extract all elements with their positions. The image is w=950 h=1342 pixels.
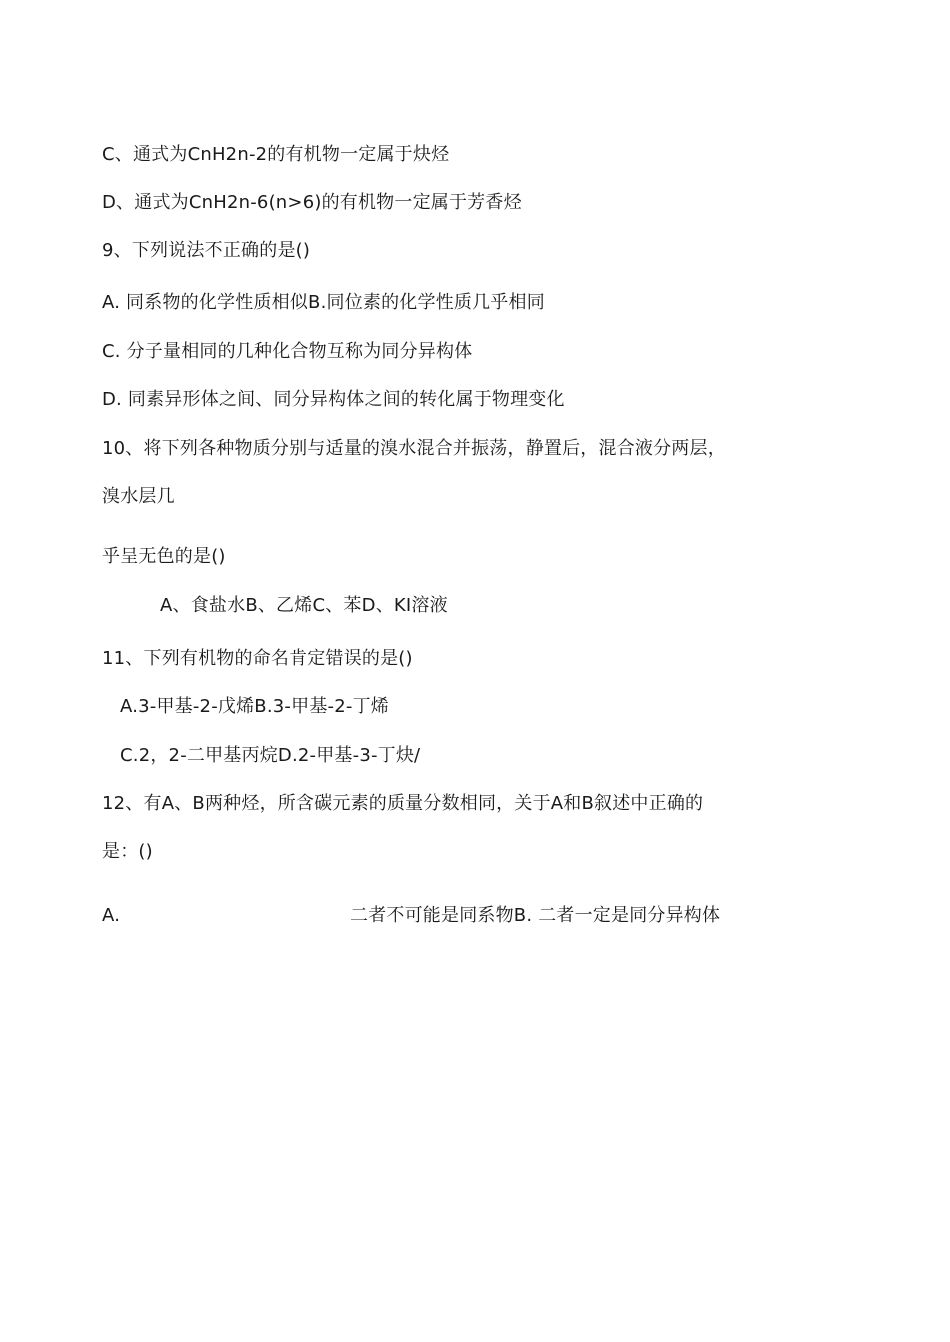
question-9: 9、下列说法不正确的是()	[102, 240, 311, 261]
q11-option-cd: C.2，2-二甲基丙烷D.2-甲基-3-丁炔/	[120, 745, 421, 766]
option-c-line: C、通式为CnH2n-2的有机物一定属于炔烃	[102, 144, 450, 165]
q9-option-c: C. 分子量相同的几种化合物互称为同分异构体	[102, 341, 473, 362]
q10-options: A、食盐水B、乙烯C、苯D、KI溶液	[160, 595, 448, 616]
question-10-line1: 10、将下列各种物质分别与适量的溴水混合并振荡，静置后，混合液分两层，	[102, 438, 726, 459]
question-12-line1: 12、有A、B两种烃，所含碳元素的质量分数相同，关于A和B叙述中正确的	[102, 793, 704, 814]
q9-option-ab: A. 同系物的化学性质相似B.同位素的化学性质几乎相同	[102, 292, 545, 313]
q12-option-a-label: A.	[102, 905, 121, 926]
question-10-line2: 溴水层几	[102, 486, 175, 507]
question-10-line3: 乎呈无色的是()	[102, 546, 226, 567]
q9-option-d: D. 同素异形体之间、同分异构体之间的转化属于物理变化	[102, 389, 565, 410]
question-11: 11、下列有机物的命名肯定错误的是()	[102, 648, 413, 669]
q12-option-ab-text: 二者不可能是同系物B. 二者一定是同分异构体	[350, 905, 721, 926]
question-12-line2: 是：()	[102, 841, 153, 862]
q11-option-ab: A.3-甲基-2-戊烯B.3-甲基-2-丁烯	[120, 696, 389, 717]
option-d-line: D、通式为CnH2n-6(n>6)的有机物一定属于芳香烃	[102, 192, 522, 213]
